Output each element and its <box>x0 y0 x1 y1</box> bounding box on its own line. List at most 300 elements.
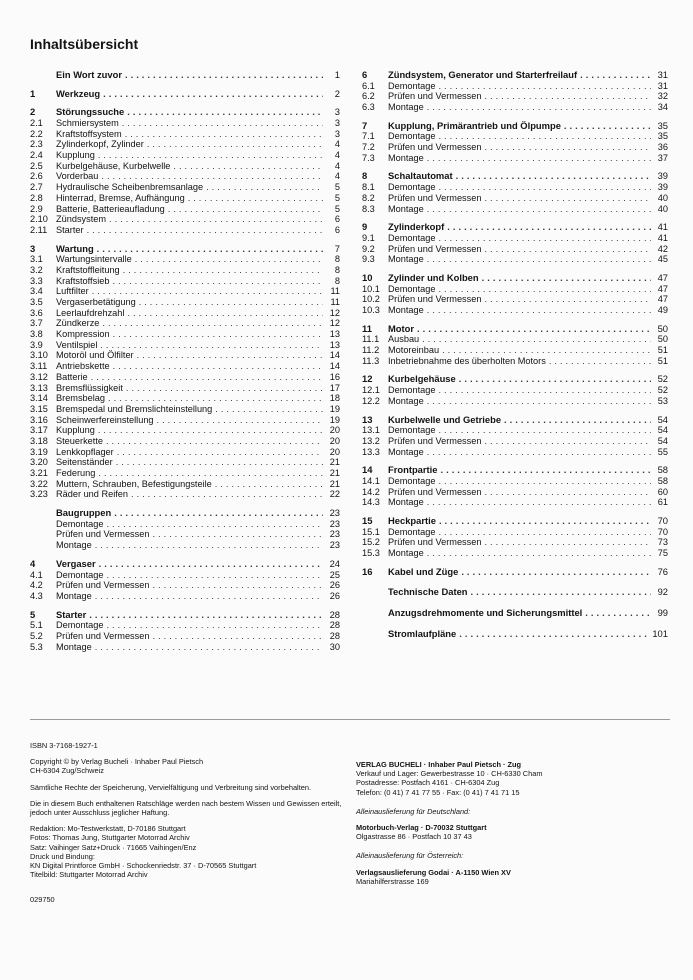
toc-entry <box>362 193 668 204</box>
page-number: 60 <box>657 486 668 497</box>
section-number: 3.19 <box>30 446 48 457</box>
disclaimer-line: Die in diesem Buch enthaltenen Ratschläge werden nach bestem Wissen und Gewissen erteilt, <box>30 798 342 808</box>
page-number: 20 <box>329 446 340 457</box>
toc-entry <box>362 385 668 396</box>
dot-leader <box>95 591 323 602</box>
page-number: 37 <box>657 152 668 163</box>
page-number: 5 <box>334 203 340 214</box>
dot-leader <box>447 222 651 233</box>
page-number: 20 <box>329 435 340 446</box>
section-number: 2 <box>30 106 36 118</box>
dot-leader <box>471 587 651 598</box>
section-number: 14.1 <box>362 475 380 486</box>
publisher-phone: Telefon: (0 41) 7 41 77 55 · Fax: (0 41) 7 41 71 15 <box>356 787 520 797</box>
section-number: 2.7 <box>30 182 43 193</box>
dot-leader <box>109 214 323 225</box>
dot-leader <box>98 150 323 161</box>
section-number: 14.2 <box>362 486 380 497</box>
page-number: 4 <box>334 150 340 161</box>
toc-entry <box>30 631 340 642</box>
toc-entry <box>362 425 668 436</box>
page-number: 49 <box>657 305 668 316</box>
dot-leader <box>439 516 651 527</box>
section-title: Starter <box>56 224 84 235</box>
section-number: 3.3 <box>30 275 43 286</box>
dot-leader <box>580 70 651 81</box>
section-title: Montage <box>388 102 424 113</box>
page-number: 53 <box>657 395 668 406</box>
page-number: 58 <box>657 475 668 486</box>
page-number: 8 <box>334 275 340 286</box>
page-number: 11 <box>330 286 340 297</box>
section-title: Motoreinbau <box>388 345 440 356</box>
distributor-at: Verlagsauslieferung Godai · A-1150 Wien XV <box>356 867 511 877</box>
section-number: 15.3 <box>362 548 380 559</box>
page-number: 21 <box>329 478 340 489</box>
dot-leader <box>482 273 651 284</box>
toc-entry <box>362 153 668 164</box>
distributor-de-address: Olgastrasse 86 · Postfach 10 37 43 <box>356 832 472 842</box>
dot-leader <box>549 356 651 367</box>
page-number: 2 <box>334 87 340 99</box>
dot-leader <box>101 171 323 182</box>
dot-leader <box>461 567 651 578</box>
section-number: 3.17 <box>30 425 48 436</box>
section-title: Bremsflüssigkeit <box>56 382 123 393</box>
page-number: 101 <box>652 627 668 639</box>
toc-entry <box>362 254 668 265</box>
isbn: ISBN 3-7168-1927-1 <box>30 741 98 750</box>
section-title: Steuerkette <box>56 435 103 446</box>
section-title: Kraftstoffsieb <box>56 275 110 286</box>
section-number: 3.15 <box>30 403 48 414</box>
toc-right-column <box>362 70 668 640</box>
section-title: Antriebskette <box>56 361 110 372</box>
dot-leader <box>157 415 323 426</box>
section-title: Motoröl und Ölfilter <box>56 350 134 361</box>
toc-entry <box>362 415 668 426</box>
section-title: Montage <box>388 446 424 457</box>
page-number: 54 <box>657 425 668 436</box>
toc-entry <box>30 318 340 329</box>
toc-entry <box>30 161 340 172</box>
toc-entry <box>30 610 340 621</box>
copyright-line: Copyright © by Verlag Bucheli · Inhaber Paul Pietsch <box>30 757 204 767</box>
publisher-address: Postadresse: Postfach 4161 · CH-6304 Zug <box>356 778 500 788</box>
toc-entry <box>362 629 668 640</box>
dot-leader <box>100 340 323 351</box>
section-title: Prüfen und Vermessen <box>388 435 482 446</box>
dot-leader <box>422 334 651 345</box>
section-title: Montage <box>56 641 92 652</box>
toc-entry <box>30 118 340 129</box>
section-title: Lenkkopflager <box>56 446 114 457</box>
section-title: Zylinderkopf <box>388 221 445 233</box>
section-title: Kraftstoffleitung <box>56 264 120 275</box>
section-number: 2.2 <box>30 128 43 139</box>
toc-entry <box>30 150 340 161</box>
toc-entry <box>362 447 668 458</box>
toc-entry <box>362 294 668 305</box>
section-number: 6.3 <box>362 102 375 113</box>
credit-line: Satz: Vaihinger Satz+Druck · 71665 Vaihingen/Enz <box>30 842 197 852</box>
section-title: Demontage <box>388 182 436 193</box>
credit-line: Druck und Bindung: <box>30 851 95 861</box>
page-number: 1 <box>334 68 340 80</box>
dot-leader <box>131 489 323 500</box>
page-number: 11 <box>330 297 340 308</box>
dot-leader <box>439 131 652 142</box>
dot-leader <box>91 372 323 383</box>
dot-leader <box>122 118 323 129</box>
section-number: 10.1 <box>362 283 380 294</box>
toc-entry <box>30 404 340 415</box>
page-number: 6 <box>334 224 340 235</box>
dot-leader <box>168 204 323 215</box>
toc-entry <box>30 193 340 204</box>
section-number: 13.2 <box>362 435 380 446</box>
dot-leader <box>125 70 323 81</box>
distribution-heading-at: Alleinauslieferung für Österreich: <box>356 851 464 861</box>
section-title: Prüfen und Vermessen <box>388 243 482 254</box>
section-number: 3.4 <box>30 286 43 297</box>
dot-leader <box>484 436 651 447</box>
dot-leader <box>427 447 651 458</box>
dot-leader <box>484 487 651 498</box>
section-number: 3.10 <box>30 350 48 361</box>
page-number: 47 <box>657 271 668 283</box>
toc-entry <box>362 548 668 559</box>
section-title: Demontage <box>388 80 436 91</box>
dot-leader <box>127 107 323 118</box>
dot-leader <box>440 465 651 476</box>
dot-leader <box>439 476 652 487</box>
dot-leader <box>504 415 651 426</box>
toc-entry <box>30 340 340 351</box>
toc-entry <box>362 324 668 335</box>
toc-entry <box>30 225 340 236</box>
section-number: 12.1 <box>362 385 380 396</box>
toc-entry <box>362 70 668 81</box>
section-number: 11 <box>362 322 372 334</box>
toc-entry <box>362 204 668 215</box>
toc-entry <box>30 457 340 468</box>
page-number: 76 <box>657 565 668 577</box>
section-title: Leerlaufdrehzahl <box>56 307 125 318</box>
section-title: Vorderbau <box>56 171 99 182</box>
dot-leader <box>125 129 323 140</box>
section-number: 14 <box>362 464 373 476</box>
dot-leader <box>439 527 652 538</box>
page-number: 45 <box>657 254 668 265</box>
toc-entry <box>362 233 668 244</box>
dot-leader <box>427 548 651 559</box>
toc-entry <box>30 620 340 631</box>
section-title: Prüfen und Vermessen <box>56 529 150 540</box>
page-number: 5 <box>334 192 340 203</box>
section-title: Scheinwerfereinstellung <box>56 414 154 425</box>
section-title: Zylinderkopf, Zylinder <box>56 139 144 150</box>
page-number: 14 <box>329 361 340 372</box>
page-number: 41 <box>657 221 668 233</box>
toc-entry <box>362 465 668 476</box>
section-title: Räder und Reifen <box>56 489 129 500</box>
section-number: 6 <box>362 68 368 80</box>
section-title: Stromlaufpläne <box>388 627 457 639</box>
page-number: 8 <box>334 254 340 265</box>
section-title: Ventilspiel <box>56 339 98 350</box>
toc-entry <box>30 415 340 426</box>
dot-leader <box>427 305 651 316</box>
section-title: Ausbau <box>388 334 420 345</box>
toc-entry <box>362 131 668 142</box>
dot-leader <box>152 529 323 540</box>
dot-leader <box>439 182 652 193</box>
page-number: 14 <box>329 350 340 361</box>
section-title: Zündsystem, Generator und Starterfreilauf <box>388 68 578 80</box>
section-number: 11.3 <box>362 355 380 366</box>
page-number: 4 <box>334 171 340 182</box>
page-number: 18 <box>329 393 340 404</box>
section-title: Störungssuche <box>56 106 125 118</box>
dot-leader <box>137 350 323 361</box>
page-number: 41 <box>657 232 668 243</box>
copyright-location: CH-6304 Zug/Schweiz <box>30 766 104 776</box>
toc-entry <box>30 297 340 308</box>
section-number: 13.1 <box>362 425 380 436</box>
section-title: Kurbelgehäuse <box>388 373 456 385</box>
toc-entry <box>30 436 340 447</box>
toc-entry <box>30 329 340 340</box>
section-title: Baugruppen <box>56 507 112 519</box>
section-title: Anzugsdrehmomente und Sicherungsmittel <box>388 607 583 619</box>
section-title: Wartung <box>56 242 94 254</box>
page-number: 47 <box>657 294 668 305</box>
dot-leader <box>459 374 651 385</box>
toc-entry <box>362 567 668 578</box>
imprint-right <box>356 760 543 886</box>
section-title: Demontage <box>56 620 104 631</box>
section-number: 2.6 <box>30 171 43 182</box>
publisher-name: VERLAG BUCHELI · Inhaber Paul Pietsch · Zug <box>356 760 522 769</box>
section-title: Hydraulische Scheibenbremsanlage <box>56 182 204 193</box>
page-number: 6 <box>334 214 340 225</box>
section-title: Montage <box>388 548 424 559</box>
page-number: 73 <box>657 537 668 548</box>
dot-leader <box>484 294 651 305</box>
section-title: Ein Wort zuvor <box>56 68 122 80</box>
section-number: 2.1 <box>30 118 43 129</box>
page-number: 7 <box>334 242 340 254</box>
section-title: Demontage <box>388 283 436 294</box>
dot-leader <box>98 468 323 479</box>
toc-entry <box>30 591 340 602</box>
toc-entry <box>30 89 340 100</box>
page-number: 3 <box>334 106 340 118</box>
toc-entry <box>362 476 668 487</box>
section-number: 3.23 <box>30 489 48 500</box>
dot-leader <box>215 404 323 415</box>
page-number: 26 <box>329 580 340 591</box>
section-title: Prüfen und Vermessen <box>388 91 482 102</box>
section-number: 5.2 <box>30 630 43 641</box>
page-number: 61 <box>657 497 668 508</box>
toc-entry <box>30 172 340 183</box>
toc-entry <box>30 129 340 140</box>
page-number: 12 <box>329 318 340 329</box>
section-number: 4 <box>30 557 36 569</box>
toc-entry <box>362 102 668 113</box>
section-number: 2.8 <box>30 192 43 203</box>
page-number: 32 <box>657 91 668 102</box>
section-number: 9 <box>362 221 368 233</box>
section-title: Prüfen und Vermessen <box>56 580 150 591</box>
dot-leader <box>107 620 324 631</box>
page-number: 12 <box>329 307 340 318</box>
dot-leader <box>123 265 323 276</box>
dot-leader <box>427 204 651 215</box>
toc-entry <box>30 393 340 404</box>
dot-leader <box>188 193 323 204</box>
section-number: 9.3 <box>362 254 375 265</box>
dot-leader <box>173 161 323 172</box>
toc-entry <box>30 530 340 541</box>
page-number: 13 <box>329 339 340 350</box>
section-title: Kupplung, Primärantrieb und Ölpumpe <box>388 119 561 131</box>
distributor-at-address: Mariahilferstrasse 169 <box>356 876 429 886</box>
section-number: 2.11 <box>30 224 48 235</box>
toc-entry <box>362 537 668 548</box>
page-number: 52 <box>657 373 668 385</box>
page-number: 75 <box>657 548 668 559</box>
section-number: 7.2 <box>362 142 375 153</box>
section-title: Luftfilter <box>56 286 89 297</box>
dot-leader <box>99 559 323 570</box>
section-number: 6.2 <box>362 91 375 102</box>
section-title: Zündsystem <box>56 214 107 225</box>
toc-entry <box>362 375 668 386</box>
section-title: Bremspedal und Bremslichteinstellung <box>56 403 213 414</box>
section-number: 4.1 <box>30 569 43 580</box>
toc-entry <box>30 559 340 570</box>
section-title: Motor <box>388 322 415 334</box>
page-number: 92 <box>657 586 668 598</box>
page-number: 40 <box>657 203 668 214</box>
section-title: Prüfen und Vermessen <box>388 294 482 305</box>
dot-leader <box>206 182 323 193</box>
dot-leader <box>116 457 323 468</box>
dot-leader <box>114 508 323 519</box>
section-title: Prüfen und Vermessen <box>56 630 150 641</box>
toc-entry <box>30 425 340 436</box>
toc-entry <box>30 642 340 653</box>
dot-leader <box>103 89 323 100</box>
section-title: Montage <box>388 203 424 214</box>
section-title: Demontage <box>56 518 104 529</box>
toc-entry <box>30 361 340 372</box>
section-title: Starter <box>56 608 87 620</box>
toc-entry <box>30 468 340 479</box>
page-number: 28 <box>329 620 340 631</box>
dot-leader <box>106 436 323 447</box>
toc-entry <box>362 284 668 295</box>
section-title: Frontpartie <box>388 464 438 476</box>
toc-entry <box>362 244 668 255</box>
dot-leader <box>439 425 652 436</box>
toc-entry <box>362 334 668 345</box>
section-number: 13.3 <box>362 446 380 457</box>
toc-entry <box>362 142 668 153</box>
page-number: 25 <box>329 569 340 580</box>
disclaimer-line: jedoch unter Ausschluss jeglicher Haftung. <box>30 808 170 818</box>
section-number: 3.6 <box>30 307 43 318</box>
section-title: Kupplung <box>56 425 95 436</box>
dot-leader <box>484 537 651 548</box>
section-number: 9.2 <box>362 243 375 254</box>
section-number: 1 <box>30 87 36 99</box>
dot-leader <box>484 142 651 153</box>
dot-leader <box>107 519 324 530</box>
dot-leader <box>87 225 323 236</box>
publisher-address: Verkauf und Lager: Gewerbestrasse 10 · CH-6330 Cham <box>356 769 543 779</box>
dot-leader <box>417 324 651 335</box>
dot-leader <box>147 139 323 150</box>
section-number: 6.1 <box>362 80 375 91</box>
section-title: Federung <box>56 468 96 479</box>
dot-leader <box>459 629 649 640</box>
section-title: Technische Daten <box>388 586 468 598</box>
toc-left-column <box>30 70 340 652</box>
section-number: 4.2 <box>30 580 43 591</box>
page-number: 8 <box>334 264 340 275</box>
page-number: 23 <box>329 540 340 551</box>
section-title: Demontage <box>388 526 436 537</box>
page-number: 47 <box>657 283 668 294</box>
section-title: Zylinder und Kolben <box>388 271 479 283</box>
section-title: Demontage <box>388 131 436 142</box>
dot-leader <box>152 580 323 591</box>
section-number: 3.5 <box>30 297 43 308</box>
section-number: 8.1 <box>362 182 375 193</box>
toc-entry <box>30 479 340 490</box>
page-number: 16 <box>329 371 340 382</box>
toc-entry <box>30 580 340 591</box>
toc-entry <box>362 91 668 102</box>
dot-leader <box>97 244 323 255</box>
section-title: Schmiersystem <box>56 118 119 129</box>
credit-line: Titelbild: Stuttgarter Motorrad Archiv <box>30 870 148 880</box>
section-number: 3.12 <box>30 371 48 382</box>
toc-entry <box>362 608 668 619</box>
dot-leader <box>585 608 651 619</box>
page-number: 28 <box>329 630 340 641</box>
toc-entry <box>362 516 668 527</box>
section-number: 8 <box>362 170 368 182</box>
section-title: Demontage <box>388 232 436 243</box>
page-number: 23 <box>329 518 340 529</box>
section-number: 3.14 <box>30 393 48 404</box>
section-title: Prüfen und Vermessen <box>388 192 482 203</box>
page-number: 23 <box>329 507 340 519</box>
section-title: Kupplung <box>56 150 95 161</box>
toc-entry <box>362 305 668 316</box>
section-title: Batterie <box>56 371 88 382</box>
toc-entry <box>362 273 668 284</box>
toc-entry <box>30 540 340 551</box>
dot-leader <box>427 497 651 508</box>
toc-entry <box>30 519 340 530</box>
dot-leader <box>152 631 323 642</box>
